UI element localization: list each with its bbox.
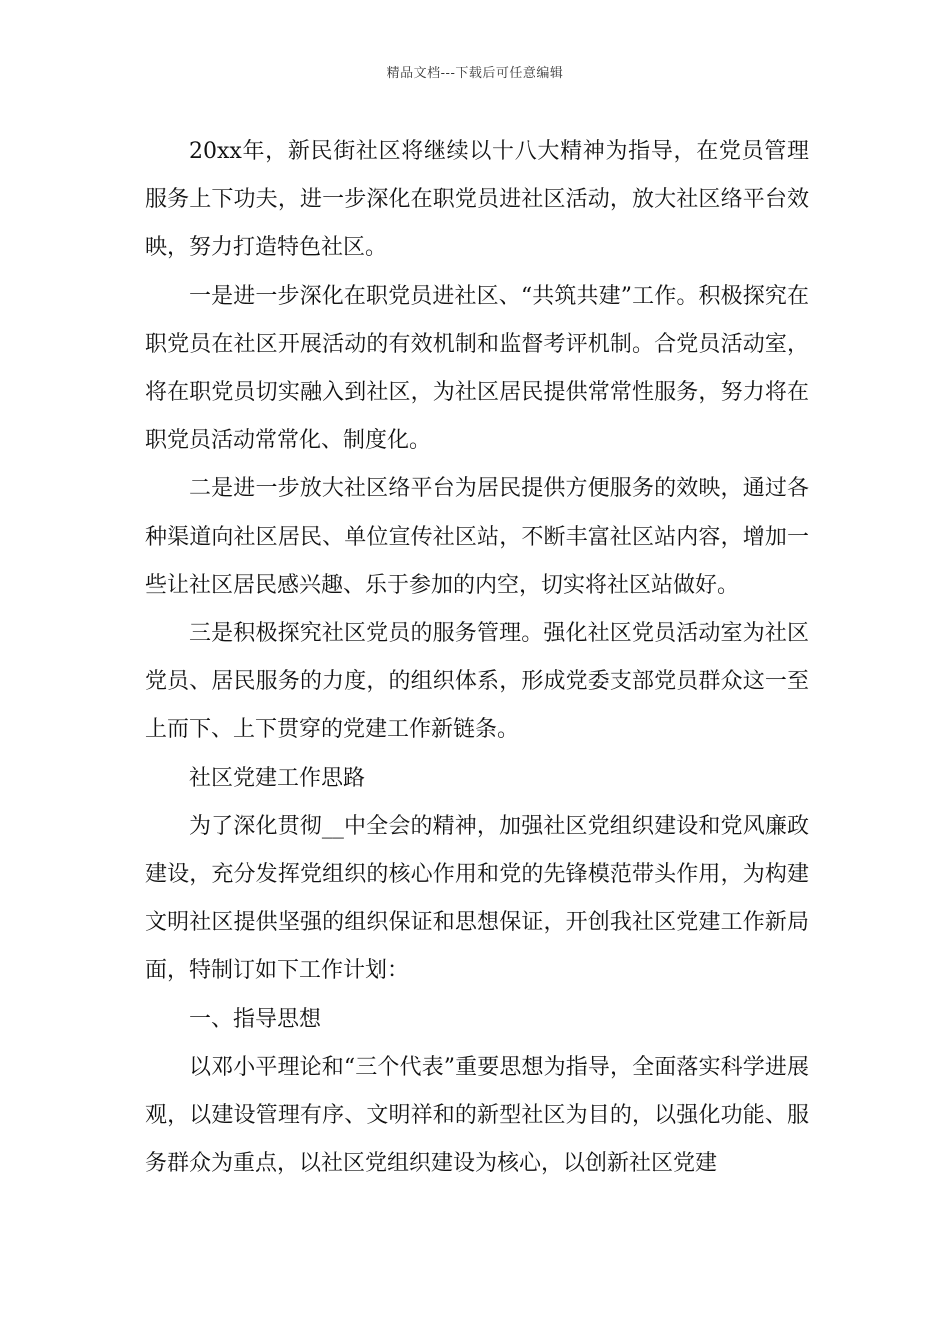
document-body — [145, 128, 809, 1188]
paragraph-purpose: 为了深化贯彻__中全会的精神，加强社区党组织建设和党风廉政建设，充分发挥党组织的核心作用和党的先锋模范带头作用，为构建文明社区提供坚强的组织保证和思想保证，开创我社区党建工作新局面，特制订如下工作计划： — [145, 813, 809, 984]
paragraph-point-three: 三是积极探究社区党员的服务管理。强化社区党员活动室为社区党员、居民服务的力度，的组织体系，形成党委支部党员群众这一至上而下、上下贯穿的党建工作新链条。 — [145, 621, 809, 743]
paragraph-guiding-ideology: 以邓小平理论和“三个代表”重要思想为指导，全面落实科学进展观，以建设管理有序、文明祥和的新型社区为目的，以强化功能、服务群众为重点，以社区党组织建设为核心，以创新社区党建 — [145, 1054, 809, 1177]
subsection-heading: 一、指导思想 — [189, 1006, 322, 1032]
paragraph-point-one: 一是进一步深化在职党员进社区、“共筑共建”工作。积极探究在职党员在社区开展活动的有效机制和监督考评机制。合党员活动室，将在职党员切实融入到社区，为社区居民提供常常性服务，努力将在职党员活动常常化、制度化。 — [145, 283, 809, 454]
paragraph-intro: 20xx年，新民街社区将继续以十八大精神为指导，在党员管理服务上下功夫，进一步深化在职党员进社区活动，放大社区络平台效映，努力打造特色社区。 — [145, 139, 809, 261]
paragraph-point-two: 二是进一步放大社区络平台为居民提供方便服务的效映，通过各种渠道向社区居民、单位宣传社区站，不断丰富社区站内容，增加一些让社区居民感兴趣、乐于参加的内空，切实将社区站做好。 — [145, 476, 809, 598]
section-heading: 社区党建工作思路 — [189, 765, 366, 791]
page-header: 精品文档---下载后可任意编辑 — [386, 66, 564, 81]
